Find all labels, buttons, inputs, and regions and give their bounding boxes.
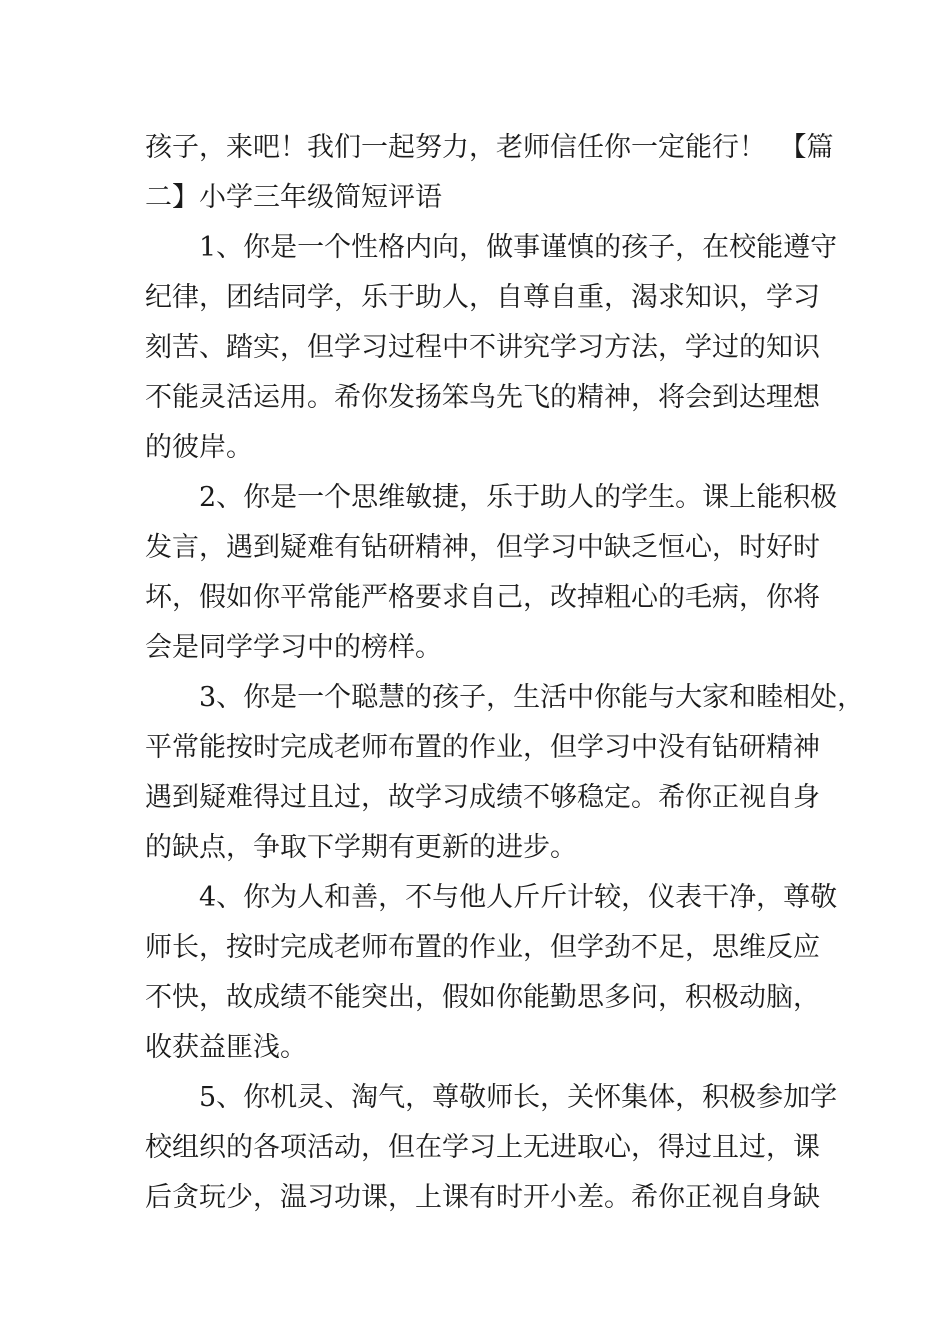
document-body [145,123,865,1223]
text-line: 会是同学学习中的榜样。 [145,632,442,663]
text-line: 纪律，团结同学，乐于助人，自尊自重，渴求知识，学习 [145,282,820,313]
comment-4-first-line: 4、你为人和善，不与他人斤斤计较，仪表干净，尊敬 [199,882,838,913]
text-line: 平常能按时完成老师布置的作业，但学习中没有钻研精神 [145,732,820,763]
text-line: 的彼岸。 [145,432,253,463]
text-line: 不能灵活运用。希你发扬笨鸟先飞的精神，将会到达理想 [145,382,820,413]
section-heading-line: 二】小学三年级简短评语 [145,182,442,213]
text-line: 孩子，来吧！我们一起努力，老师信任你一定能行！ 【篇 [145,132,834,163]
text-line: 发言，遇到疑难有钻研精神，但学习中缺乏恒心，时好时 [145,532,820,563]
text-line: 师长，按时完成老师布置的作业，但学劲不足，思维反应 [145,932,820,963]
text-line: 不快，故成绩不能突出，假如你能勤思多问，积极动脑， [145,982,820,1013]
comment-3-first-line: 3、你是一个聪慧的孩子，生活中你能与大家和睦相处， [199,682,865,713]
text-line: 遇到疑难得过且过，故学习成绩不够稳定。希你正视自身 [145,782,820,813]
comment-2-first-line: 2、你是一个思维敏捷，乐于助人的学生。课上能积极 [199,482,838,513]
text-line: 刻苦、踏实，但学习过程中不讲究学习方法，学过的知识 [145,332,820,363]
text-line: 收获益匪浅。 [145,1032,307,1063]
text-line: 坏，假如你平常能严格要求自己，改掉粗心的毛病，你将 [145,582,820,613]
comment-1-first-line: 1、你是一个性格内向，做事谨慎的孩子，在校能遵守 [199,232,838,263]
text-line: 后贪玩少，温习功课，上课有时开小差。希你正视自身缺 [145,1182,820,1213]
text-line: 校组织的各项活动，但在学习上无进取心，得过且过，课 [145,1132,820,1163]
comment-5-first-line: 5、你机灵、淘气，尊敬师长，关怀集体，积极参加学 [199,1082,838,1113]
text-line: 的缺点，争取下学期有更新的进步。 [145,832,577,863]
